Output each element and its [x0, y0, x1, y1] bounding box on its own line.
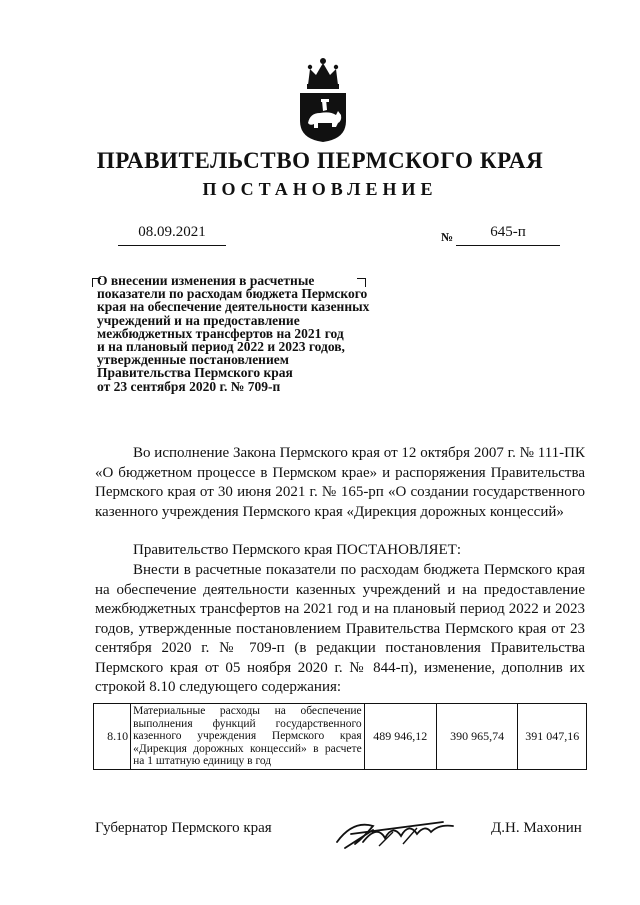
value-2023: 391 047,16 [518, 704, 587, 770]
signature-icon [333, 812, 463, 852]
subject-line: О внесении изменения в расчетные [97, 273, 315, 288]
subject-line: Правительства Пермского края [97, 365, 293, 381]
document-type: ПОСТАНОВЛЕНИЕ [202, 179, 438, 199]
number-sign: № [441, 230, 454, 244]
row-description: Материальные расходы на обеспечение выполнения функций государственного казенного учреждения Пермского края «Дирекция дорожных концессий» в расчете на 1 штатную единицу в год [131, 704, 365, 770]
document-date: 08.09.2021 [118, 224, 226, 246]
resolution-paragraph: Правительство Пермского края ПОСТАНОВЛЯЕТ: [133, 542, 462, 558]
value-2022: 390 965,74 [436, 704, 518, 770]
signatory-name: Д.Н. Махонин [491, 820, 582, 836]
subject-line: показатели по расходам бюджета Пермского [97, 286, 368, 302]
subject-line: учреждений и на предоставление [97, 312, 300, 328]
preamble-paragraph: Во исполнение Закона Пермского края от 12 октября 2007 г. № 111-ПК «О бюджетном процессе в Пермском крае» и распоряжения Правительства Пермского края от 30 июня 2021 г. № 165-рп «О создании государственного казенного учреждения Пермского края «Дирекция дорожных концессий» [95, 445, 585, 520]
amendment-table [93, 703, 587, 770]
document-subject [97, 274, 417, 393]
row-code: 8.10 [94, 704, 131, 770]
value-2021: 489 946,12 [364, 704, 436, 770]
organization-title: ПРАВИТЕЛЬСТВО ПЕРМСКОГО КРАЯ [96, 148, 544, 173]
signatory-role: Губернатор Пермского края [95, 820, 272, 836]
subject-line: края на обеспечение деятельности казенных [97, 299, 370, 315]
subject-line: и на плановый период 2022 и 2023 годов, [97, 339, 345, 355]
amendment-paragraph: Внести в расчетные показатели по расходам бюджета Пермского края на обеспечение деятельности казенных учреждений и на предоставление межбюджетных трансфертов на 2021 год и на плановый период 2022 и 2023 годов, утвержденные постановлением Правительства Пермского края от 23 сентября 2020 г. № 709-п (в редакции постановления Правительства Пермского края от 05 ноября 2020 г. № 844-п), изменение, дополнив их строкой 8.10 следующего содержания: [95, 562, 585, 695]
coat-of-arms-icon [294, 55, 352, 143]
document-number: 645-п [456, 224, 560, 246]
subject-line: от 23 сентября 2020 г. № 709-п [97, 378, 281, 394]
subject-line: межбюджетных трансфертов на 2021 год [97, 325, 344, 341]
table-row [94, 704, 587, 770]
subject-line: утвержденные постановлением [97, 352, 289, 368]
